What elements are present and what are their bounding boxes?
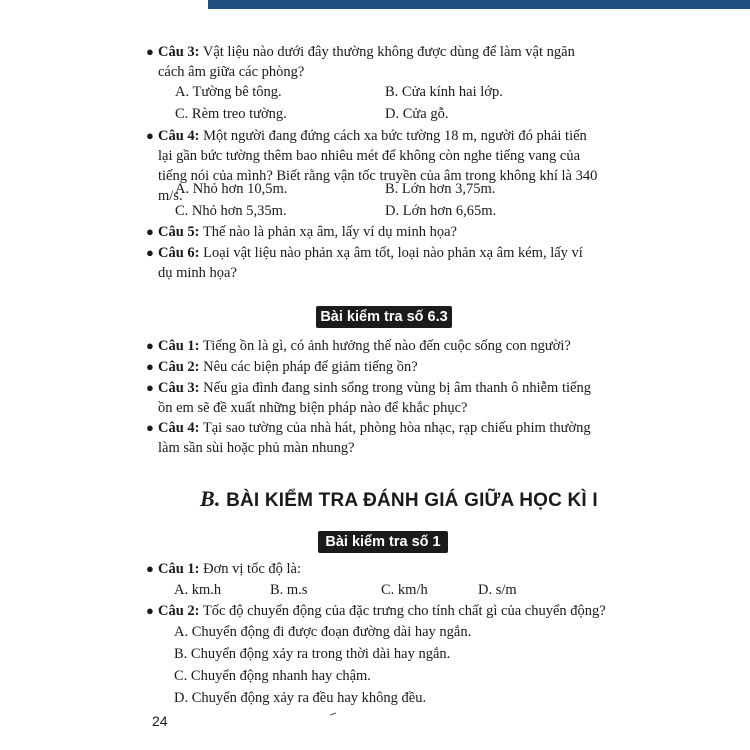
option-c: C. km/h: [381, 582, 428, 598]
test-6-3-question-4: [146, 418, 598, 458]
test-6-3-banner: Bài kiểm tra số 6.3: [316, 306, 452, 328]
bullet-icon: ●: [146, 44, 154, 59]
question-label: Câu 2:: [158, 359, 200, 375]
option-d: D. Lớn hơn 6,65m.: [385, 203, 497, 219]
top-color-bar: [208, 0, 750, 9]
bullet-icon: ●: [146, 128, 154, 143]
bullet-icon: ●: [146, 224, 154, 239]
option-d: D. Chuyển động xảy ra đều hay không đều.: [174, 690, 427, 706]
option-c: C. Chuyển động nhanh hay chậm.: [174, 668, 371, 684]
bullet-icon: ●: [146, 359, 154, 374]
option-a: A. Tường bê tông.: [175, 84, 282, 100]
bullet-icon: ●: [146, 603, 154, 618]
option-a: A. Chuyển động đi được đoạn đường dài hay ngắn.: [174, 624, 472, 640]
test-1-question-1: [146, 559, 598, 579]
option-d: D. s/m: [478, 582, 517, 598]
section-heading: [200, 486, 600, 512]
question-text: Vật liệu nào dưới đây thường không được dùng để làm vật ngăn cách âm giữa các phòng?: [158, 44, 575, 80]
question-label: Câu 3:: [158, 380, 200, 396]
question-6: [146, 243, 598, 283]
bullet-icon: ●: [146, 380, 154, 395]
question-text: Tại sao tường của nhà hát, phòng hòa nhạc, rạp chiếu phim thường làm sần sùi hoặc phủ màn nhung?: [158, 420, 591, 456]
question-label: Câu 2:: [158, 603, 200, 619]
question-label: Câu 3:: [158, 44, 200, 60]
print-speck-icon: [330, 712, 338, 716]
question-label: Câu 5:: [158, 224, 200, 240]
question-text: Nếu gia đình đang sinh sống trong vùng bị âm thanh ô nhiễm tiếng ồn em sẽ đề xuất những biện pháp nào để khắc phục?: [158, 380, 591, 416]
test-1-banner: Bài kiểm tra số 1: [318, 531, 448, 553]
page-number: 24: [152, 713, 168, 729]
question-5: [146, 222, 598, 242]
question-label: Câu 1:: [158, 338, 200, 354]
question-text: Tiếng ồn là gì, có ảnh hưởng thế nào đến cuộc sống con người?: [202, 338, 571, 354]
question-label: Câu 1:: [158, 561, 200, 577]
option-c: C. Rèm treo tường.: [175, 106, 287, 122]
question-text: Một người đang đứng cách xa bức tường 18 m, người đó phải tiến lại gần bức tường thêm bao nhiêu mét để không còn nghe tiếng vang của tiếng nói của mình? Biết rằng vận tốc truyền của âm trong không khí là 340 m/s.: [158, 128, 598, 204]
option-b: B. m.s: [270, 582, 308, 598]
test-6-3-question-2: [146, 357, 598, 377]
bullet-icon: ●: [146, 245, 154, 260]
bullet-icon: ●: [146, 338, 154, 353]
question-label: Câu 6:: [158, 245, 200, 261]
question-text: Nêu các biện pháp để giảm tiếng ồn?: [203, 359, 418, 375]
option-c: C. Nhỏ hơn 5,35m.: [175, 203, 287, 219]
question-label: Câu 4:: [158, 128, 200, 144]
question-text: Đơn vị tốc độ là:: [203, 561, 301, 577]
test-6-3-question-3: [146, 378, 598, 418]
question-text: Loại vật liệu nào phản xạ âm tốt, loại nào phản xạ âm kém, lấy ví dụ minh họa?: [158, 245, 583, 281]
question-text: Thế nào là phản xạ âm, lấy ví dụ minh họa?: [202, 224, 457, 240]
option-a: A. Nhỏ hơn 10,5m.: [175, 181, 288, 197]
option-a: A. km.h: [174, 582, 222, 598]
option-d: D. Cửa gỗ.: [385, 106, 449, 122]
section-letter: B.: [200, 486, 221, 511]
option-b: B. Lớn hơn 3,75m.: [385, 181, 496, 197]
question-text: Tốc độ chuyển động của đặc trưng cho tính chất gì của chuyển động?: [202, 603, 606, 619]
question-3: [146, 42, 598, 82]
option-b: B. Cửa kính hai lớp.: [385, 84, 503, 100]
bullet-icon: ●: [146, 561, 154, 576]
bullet-icon: ●: [146, 420, 154, 435]
test-1-question-2: [146, 601, 618, 621]
test-6-3-question-1: [146, 336, 598, 356]
section-title-text: BÀI KIỂM TRA ĐÁNH GIÁ GIỮA HỌC KÌ I: [226, 490, 598, 511]
option-b: B. Chuyển động xảy ra trong thời dài hay ngắn.: [174, 646, 451, 662]
question-label: Câu 4:: [158, 420, 200, 436]
